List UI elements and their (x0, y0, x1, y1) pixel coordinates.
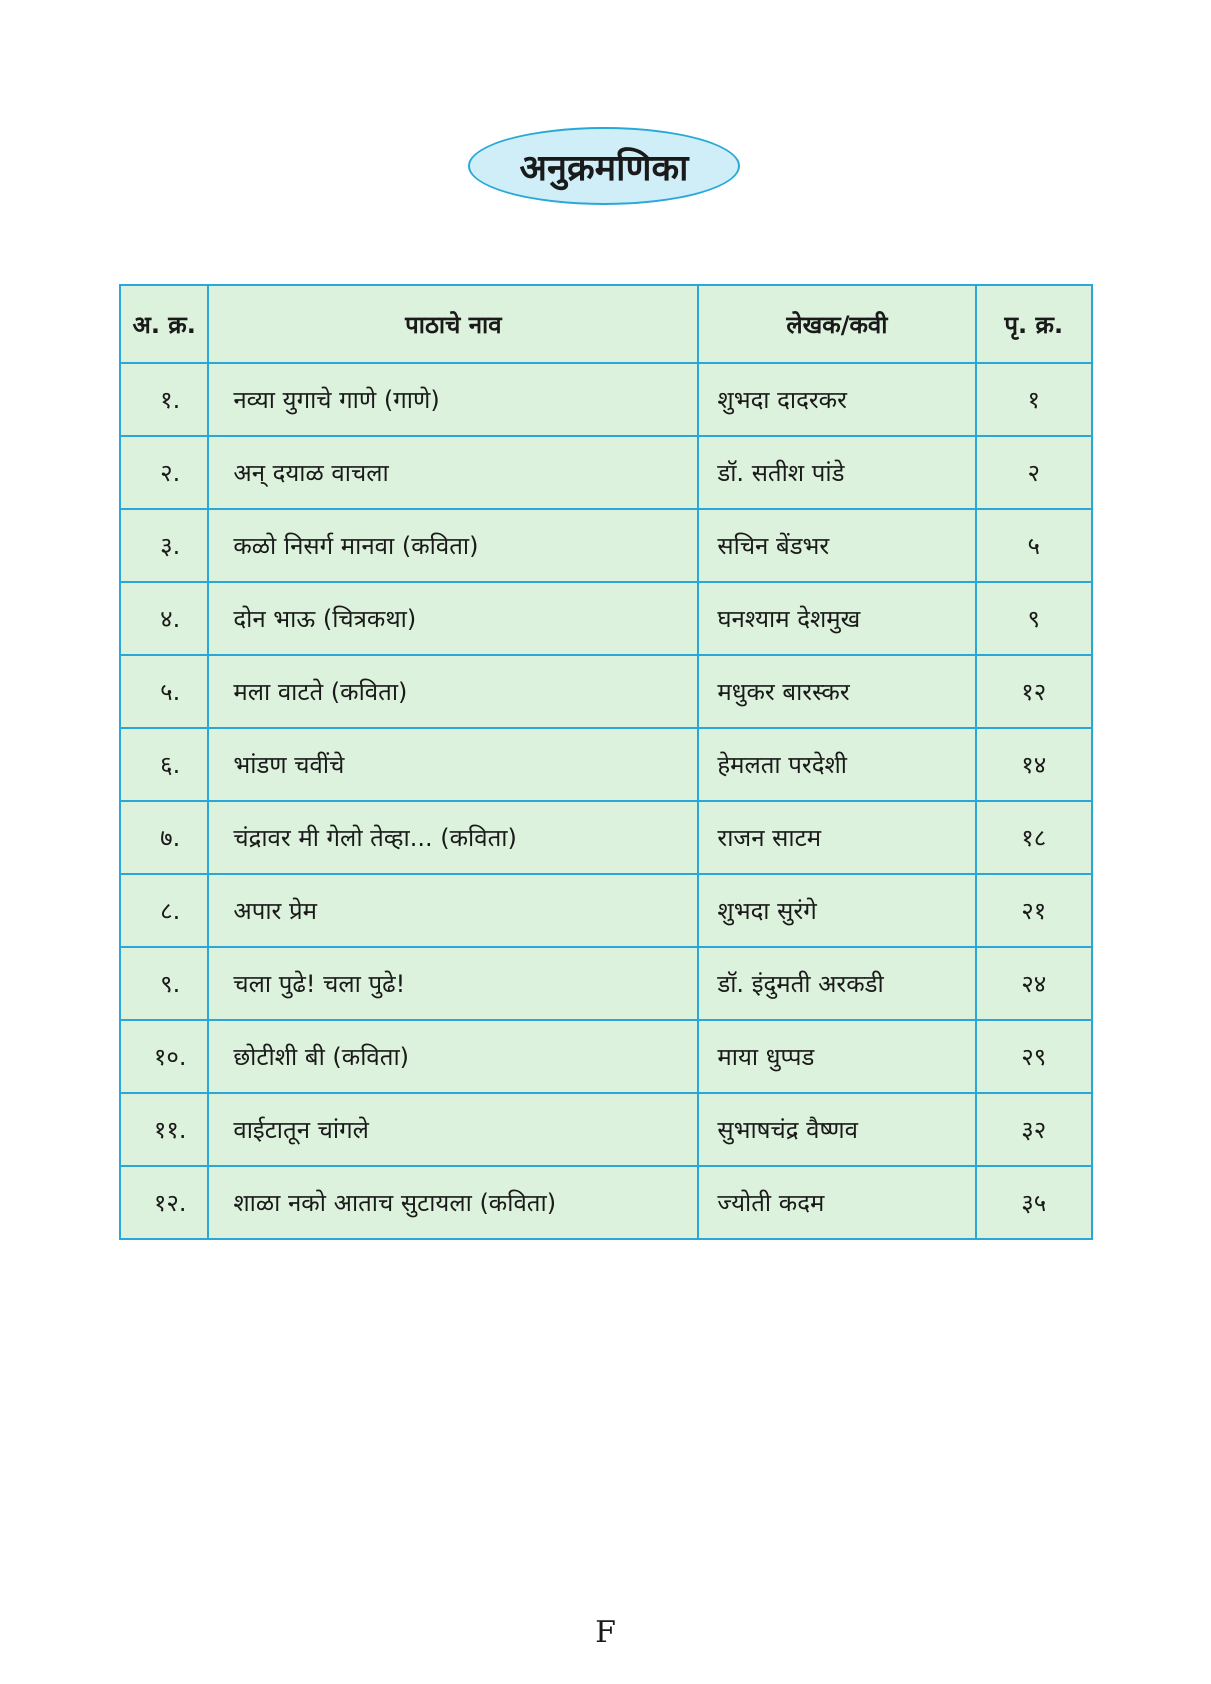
lesson-cell: चला पुढे! चला पुढे! (208, 947, 698, 1020)
page-cell: २ (976, 436, 1093, 509)
page-cell: १८ (976, 801, 1093, 874)
serial-cell: ११. (120, 1093, 208, 1166)
page-cell: ३५ (976, 1166, 1093, 1239)
table-row (120, 801, 1092, 874)
serial-cell: ८. (120, 874, 208, 947)
page-cell: २१ (976, 874, 1093, 947)
serial-cell: ३. (120, 509, 208, 582)
table-row (120, 1166, 1092, 1239)
header-author: लेखक/कवी (698, 285, 975, 363)
table-row (120, 509, 1092, 582)
header-page: पृ. क्र. (976, 285, 1093, 363)
contents-table (119, 284, 1093, 1240)
serial-cell: ५. (120, 655, 208, 728)
serial-cell: ४. (120, 582, 208, 655)
page-cell: ९ (976, 582, 1093, 655)
page-number: F (595, 1615, 616, 1650)
table-row (120, 728, 1092, 801)
author-cell: सुभाषचंद्र वैष्णव (698, 1093, 975, 1166)
page-cell: १ (976, 363, 1093, 436)
author-cell: डॉ. सतीश पांडे (698, 436, 975, 509)
lesson-cell: छोटीशी बी (कविता) (208, 1020, 698, 1093)
author-cell: सचिन बेंडभर (698, 509, 975, 582)
author-cell: ज्योती कदम (698, 1166, 975, 1239)
author-cell: माया धुप्पड (698, 1020, 975, 1093)
serial-cell: ७. (120, 801, 208, 874)
serial-cell: ६. (120, 728, 208, 801)
lesson-cell: वाईटातून चांगले (208, 1093, 698, 1166)
lesson-cell: दोन भाऊ (चित्रकथा) (208, 582, 698, 655)
page-cell: ३२ (976, 1093, 1093, 1166)
lesson-cell: शाळा नको आताच सुटायला (कविता) (208, 1166, 698, 1239)
lesson-cell: भांडण चवींचे (208, 728, 698, 801)
table-row (120, 436, 1092, 509)
table-row (120, 1093, 1092, 1166)
lesson-cell: मला वाटते (कविता) (208, 655, 698, 728)
page-cell: २९ (976, 1020, 1093, 1093)
table-row (120, 1020, 1092, 1093)
serial-cell: २. (120, 436, 208, 509)
header-row (120, 285, 1092, 363)
page-title: अनुक्रमणिका (519, 147, 689, 189)
header-lesson: पाठाचे नाव (208, 285, 698, 363)
lesson-cell: अन् दयाळ वाचला (208, 436, 698, 509)
table-row (120, 582, 1092, 655)
serial-cell: १०. (120, 1020, 208, 1093)
table-row (120, 363, 1092, 436)
page-cell: १४ (976, 728, 1093, 801)
page-cell: ५ (976, 509, 1093, 582)
table-row (120, 655, 1092, 728)
table-row (120, 874, 1092, 947)
lesson-cell: चंद्रावर मी गेलो तेव्हा... (कविता) (208, 801, 698, 874)
author-cell: राजन साटम (698, 801, 975, 874)
lesson-cell: नव्या युगाचे गाणे (गाणे) (208, 363, 698, 436)
title-badge (468, 127, 740, 205)
author-cell: हेमलता परदेशी (698, 728, 975, 801)
lesson-cell: अपार प्रेम (208, 874, 698, 947)
serial-cell: १२. (120, 1166, 208, 1239)
serial-cell: १. (120, 363, 208, 436)
page-cell: २४ (976, 947, 1093, 1020)
author-cell: घनश्याम देशमुख (698, 582, 975, 655)
header-serial: अ. क्र. (120, 285, 208, 363)
author-cell: मधुकर बारस्कर (698, 655, 975, 728)
serial-cell: ९. (120, 947, 208, 1020)
author-cell: शुभदा सुरंगे (698, 874, 975, 947)
lesson-cell: कळो निसर्ग मानवा (कविता) (208, 509, 698, 582)
author-cell: डॉ. इंदुमती अरकडी (698, 947, 975, 1020)
table-row (120, 947, 1092, 1020)
author-cell: शुभदा दादरकर (698, 363, 975, 436)
page-cell: १२ (976, 655, 1093, 728)
